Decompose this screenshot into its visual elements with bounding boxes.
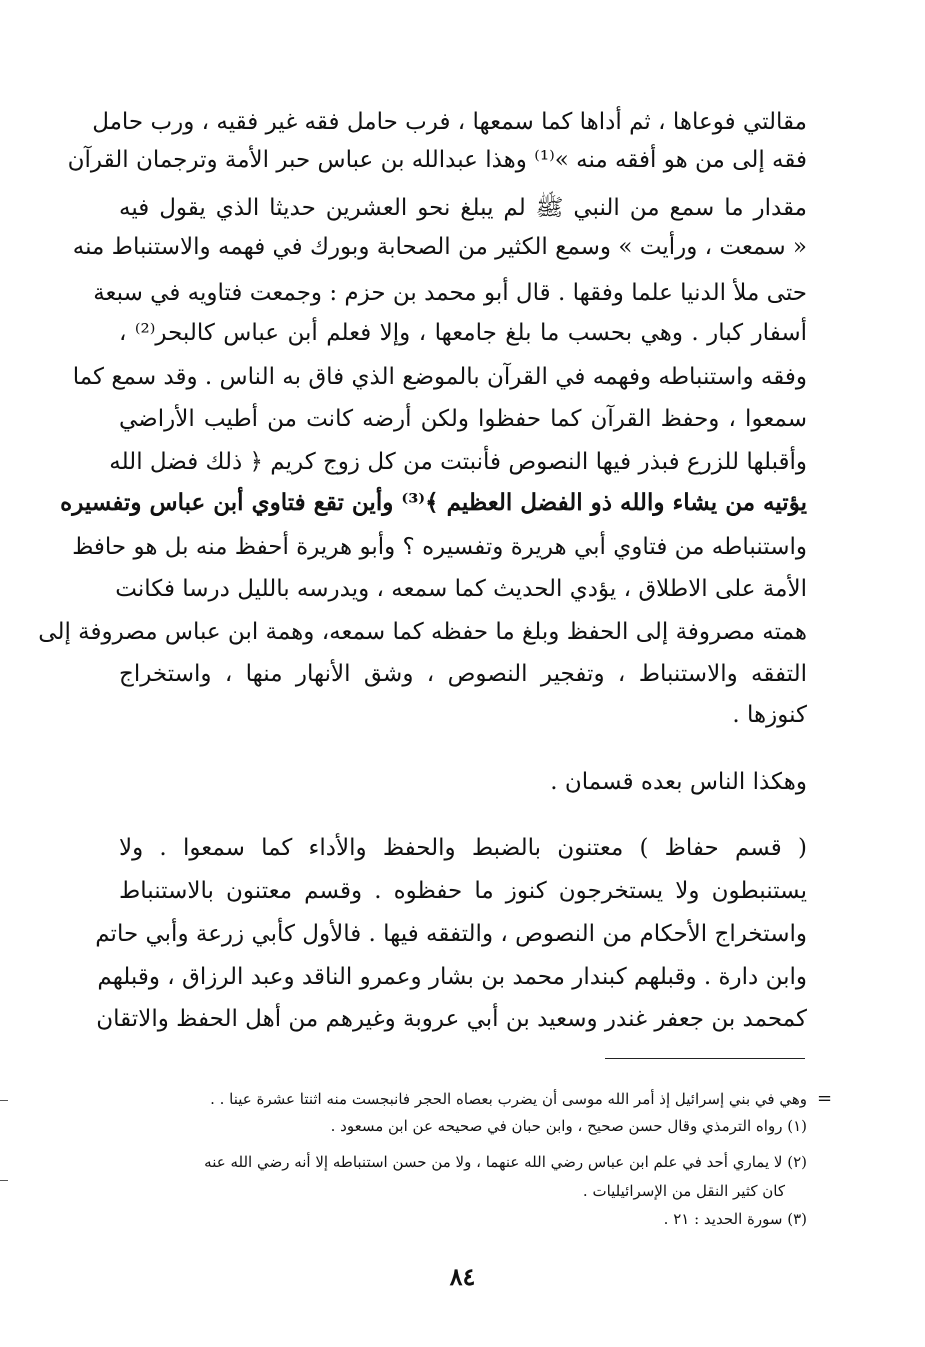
footnote-line: (١) رواه الترمذي وقال حسن صحيح ، وابن حبان في صحيحه عن ابن مسعود . — [330, 1117, 807, 1135]
text-line: أسفار كبار . وهي بحسب ما بلغ جامعها ، وإلا فعلم أبن عباس كالبحر⁽²⁾ ، — [119, 320, 807, 346]
continuation-mark: = — [817, 1088, 833, 1109]
footnote-line: (٢) لا يماري أحد في علم ابن عباس رضي الله عنهما ، ولا من حسن استنباطه إلا أنه رضي الله عنه — [204, 1153, 807, 1171]
text-line: همته مصروفة إلى الحفظ وبلغ ما حفظه كما سمعه، وهمة ابن عباس مصروفة إلى — [38, 619, 807, 645]
text-line: « سمعت ، ورأيت » وسمع الكثير من الصحابة وبورك في فهمه والاستنباط منه — [72, 234, 807, 260]
text-line: فقه إلى من هو أفقه منه »⁽¹⁾ وهذا عبدالله بن عباس حبر الأمة وترجمان القرآن — [67, 147, 807, 173]
text-line: مقالتي فوعاها ، ثم أداها كما سمعها ، فرب حامل فقه غير فقيه ، ورب حامل — [92, 109, 807, 135]
footnote-line: وهي في بني إسرائيل إذ أمر الله موسى أن يضرب بعصاه الحجر فانبجست منه اثنتا عشرة عينا . . — [210, 1090, 807, 1108]
text-line: يستنبطون ولا يستخرجون كنوز ما حفظوه . وقسم معتنون بالاستنباط — [119, 878, 807, 904]
text-line: التفقه والاستنباط ، وتفجير النصوص ، وشق الأنهار منها ، واستخراج — [119, 661, 807, 687]
text-line: وفقه واستنباطه وفهمه في القرآن بالموضع الذي فاق به الناس . وقد سمع كما — [72, 364, 807, 390]
text-line: يؤتيه من يشاء والله ذو الفضل العظيم ﴾⁽³⁾ وأين تقع فتاوي أبن عباس وتفسيره — [60, 489, 807, 516]
footnote-separator — [605, 1058, 805, 1059]
text-line: وأقبلها للزرع فبذر فيها النصوص فأنبتت من كل زوج كريم ﴿ ذلك فضل الله — [109, 449, 807, 475]
page-number: ٨٤ — [449, 1262, 476, 1291]
footnote-line: (٣) سورة الحديد : ٢١ . — [663, 1210, 807, 1228]
text-line: وابن دارة . وقبلهم كبندار محمد بن بشار وعمرو الناقد وعبد الرزاق ، وقبلهم — [97, 964, 807, 990]
footnote-line: كان كثير النقل من الإسرائيليات . — [582, 1182, 785, 1200]
text-line: حتى ملأ الدنيا علما وفقها . قال أبو محمد بن حزم : وجمعت فتاويه في سبعة — [93, 280, 807, 306]
text-line: مقدار ما سمع من النبي ﷺ لم يبلغ نحو العشرين حديثا الذي يقول فيه — [119, 195, 807, 221]
scan-mark — [0, 1180, 8, 1181]
text-line: واستخراج الأحكام من النصوص ، والتفقه فيها . فالأول كأبي زرعة وأبي حاتم — [95, 921, 807, 947]
text-line: سمعوا ، وحفظ القرآن كما حفظوا ولكن أرضه كانت من أطيب الأراضي — [119, 406, 807, 432]
text-line: ( قسم حفاظ ) معتنون بالضبط والحفظ والأداء كما سمعوا . ولا — [119, 835, 807, 861]
text-line: الأمة على الاطلاق ، يؤدي الحديث كما سمعه ، ويدرسه بالليل درسا فكانت — [115, 576, 807, 602]
text-line: واستنباطه من فتاوي أبي هريرة وتفسيره ؟ وأبو هريرة أحفظ منه بل هو حافظ — [72, 534, 807, 560]
text-line: كنوزها . — [732, 702, 807, 728]
scan-mark — [0, 1100, 8, 1101]
text-line: وهكذا الناس بعده قسمان . — [550, 769, 807, 795]
text-line: كمحمد بن جعفر غندر وسعيد بن أبي عروبة وغيرهم من أهل الحفظ والاتقان — [96, 1006, 807, 1032]
